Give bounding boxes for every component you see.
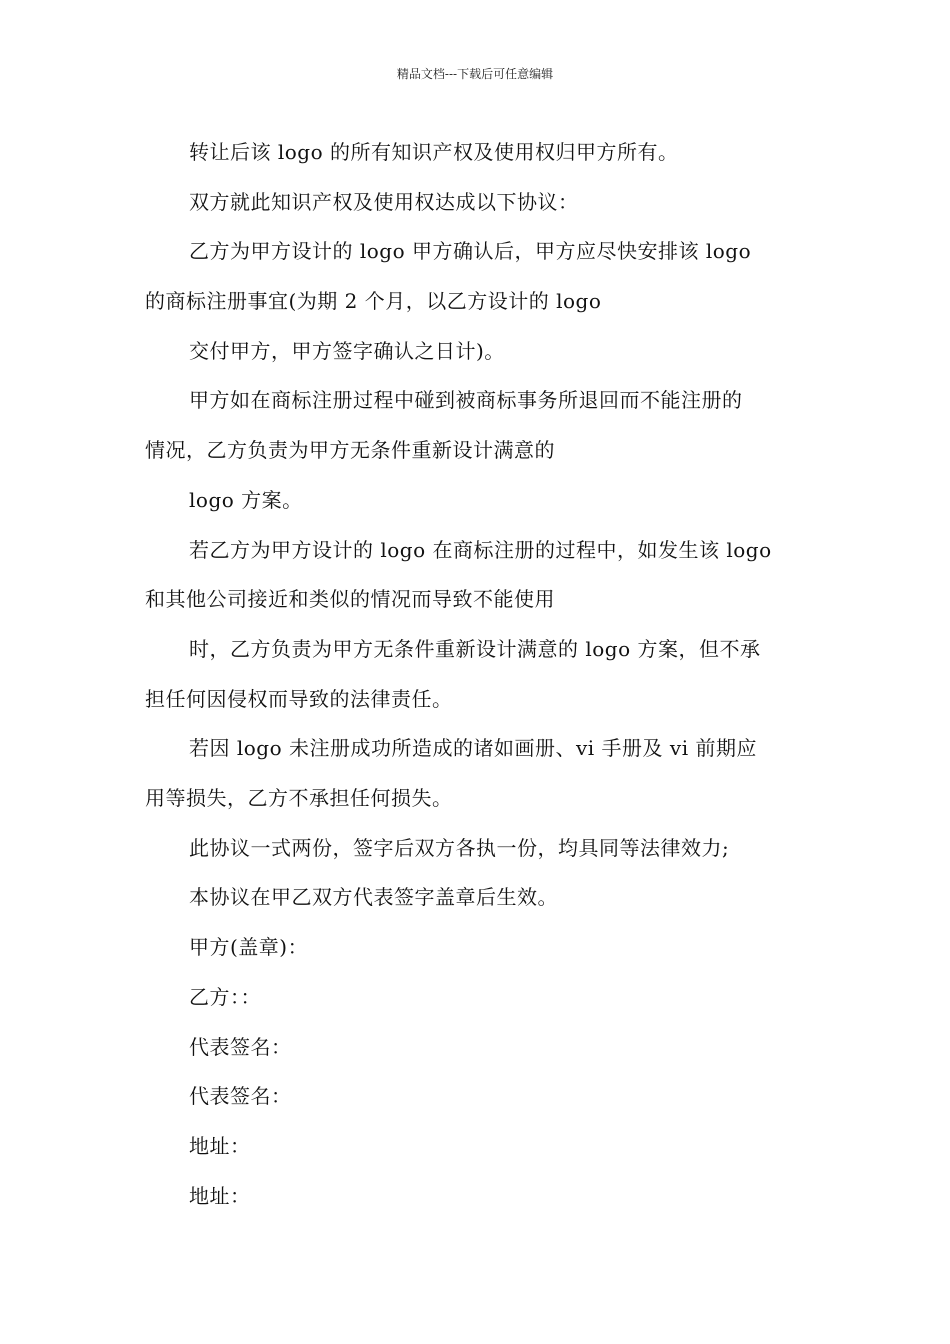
paragraph-line: 若因 logo 未注册成功所造成的诸如画册、vi 手册及 vi 前期应 xyxy=(189,736,757,760)
representative-signature-a: 代表签名： xyxy=(189,1035,292,1059)
representative-signature-b: 代表签名： xyxy=(189,1084,292,1108)
paragraph-line: 担任何因侵权而导致的法律责任。 xyxy=(145,687,453,711)
paragraph-line: 交付甲方，甲方签字确认之日计)。 xyxy=(189,339,505,363)
paragraph-line: 甲方如在商标注册过程中碰到被商标事务所退回而不能注册的 xyxy=(189,388,743,412)
paragraph-line: 乙方为甲方设计的 logo 甲方确认后，甲方应尽快安排该 logo xyxy=(189,239,752,263)
paragraph-line: 和其他公司接近和类似的情况而导致不能使用 xyxy=(145,587,555,611)
paragraph-line: 情况，乙方负责为甲方无条件重新设计满意的 xyxy=(145,438,555,462)
signature-party-b: 乙方：： xyxy=(189,985,261,1009)
signature-party-a: 甲方(盖章)： xyxy=(189,935,309,959)
paragraph-line: 若乙方为甲方设计的 logo 在商标注册的过程中，如发生该 logo xyxy=(189,538,772,562)
paragraph-line: 此协议一式两份，签字后双方各执一份，均具同等法律效力; xyxy=(189,836,730,860)
paragraph-line: 用等损失，乙方不承担任何损失。 xyxy=(145,786,453,810)
address-a: 地址： xyxy=(189,1134,251,1158)
address-b: 地址： xyxy=(189,1184,251,1208)
paragraph-line: 的商标注册事宜(为期 2 个月，以乙方设计的 logo xyxy=(145,289,602,313)
paragraph-line: 转让后该 logo 的所有知识产权及使用权归甲方所有。 xyxy=(189,140,679,164)
paragraph-line: 双方就此知识产权及使用权达成以下协议： xyxy=(189,190,579,214)
page-header: 精品文档---下载后可任意编辑 xyxy=(396,67,554,81)
paragraph-line: 本协议在甲乙双方代表签字盖章后生效。 xyxy=(189,885,558,909)
paragraph-line: 时，乙方负责为甲方无条件重新设计满意的 logo 方案，但不承 xyxy=(189,637,761,661)
paragraph-line: logo 方案。 xyxy=(189,488,303,512)
